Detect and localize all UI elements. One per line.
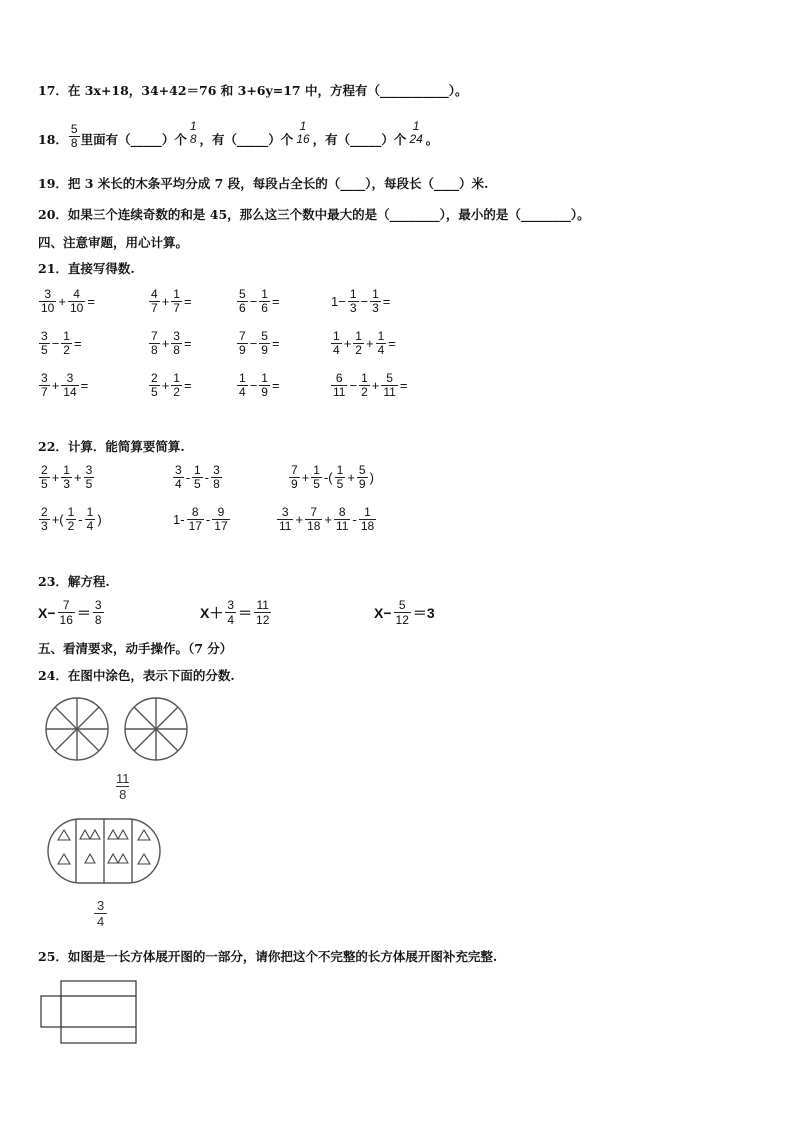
- question-21-title: 21．直接写得数.: [38, 261, 135, 276]
- denominator: 11: [333, 385, 346, 399]
- operator: +: [51, 378, 60, 393]
- equation-23-3: [374, 598, 435, 627]
- operator: +: [73, 470, 82, 485]
- fraction: [68, 288, 85, 315]
- denominator: 11: [279, 519, 292, 533]
- circle-eighths-left: [46, 698, 108, 760]
- label-eleven-eighths: $\frac{11}{8}$: [116, 771, 130, 802]
- operator: =: [80, 378, 89, 393]
- operator: -: [204, 470, 210, 485]
- operator: =: [271, 378, 280, 393]
- question-18-text-1: 里面有（_____）个: [80, 132, 187, 147]
- operator: +: [324, 512, 333, 527]
- denominator: 5: [41, 477, 48, 491]
- numerator: 3: [173, 329, 180, 343]
- numerator: 5: [358, 463, 366, 477]
- numerator: 4: [151, 287, 158, 301]
- numerator: 7: [151, 329, 158, 343]
- question-18-text-3: ，有（_____）个: [312, 132, 407, 147]
- fraction: [254, 598, 271, 627]
- question-18-text-2: ，有（_____）个: [199, 132, 294, 147]
- fraction: [331, 372, 347, 399]
- numerator: 1: [364, 505, 371, 519]
- denominator: 4: [86, 519, 94, 533]
- exercise-22-2-2: [172, 506, 231, 533]
- numerator: 7: [62, 598, 70, 612]
- fraction: [381, 372, 397, 399]
- circle-eighths-right: [125, 698, 187, 760]
- numerator: 3: [281, 505, 289, 519]
- operator: ＝: [238, 604, 253, 621]
- numerator: 7: [239, 329, 246, 343]
- numerator: 1: [63, 329, 70, 343]
- numerator: 1: [336, 463, 344, 477]
- numerator: 1: [355, 329, 362, 343]
- denominator: 7: [173, 301, 180, 315]
- operator: +: [161, 336, 170, 351]
- numerator: 5: [398, 598, 406, 612]
- fraction: [357, 464, 368, 491]
- operator: =: [183, 336, 192, 351]
- fraction: [334, 506, 350, 533]
- operator: +: [365, 336, 374, 351]
- numerator: 7: [310, 505, 318, 519]
- denominator: 2: [63, 343, 70, 357]
- fraction: [39, 288, 56, 315]
- exercise-21-1-2: [148, 288, 193, 315]
- denominator: 17: [214, 519, 228, 533]
- question-22-title: 22．计算．能简算要简算.: [38, 439, 185, 454]
- exercise-21-1-1: [38, 288, 96, 315]
- denominator: 2: [67, 519, 75, 533]
- denominator: 9: [261, 343, 268, 357]
- numerator: 2: [151, 371, 158, 385]
- denominator: 4: [333, 343, 340, 357]
- denominator: 12: [256, 613, 270, 627]
- denominator: 11: [336, 519, 349, 533]
- fraction: [173, 464, 184, 491]
- operator: +: [301, 470, 310, 485]
- operator: +: [161, 294, 170, 309]
- fraction: [171, 372, 182, 399]
- numerator: 9: [217, 505, 225, 519]
- operator: X−: [374, 604, 392, 621]
- numerator: 1: [261, 287, 268, 301]
- denominator: 5: [85, 477, 93, 491]
- stadium-triangles-figure: [44, 816, 164, 886]
- exercise-21-3-3: [236, 372, 281, 399]
- operator: =: [73, 336, 82, 351]
- label-three-quarters: $\frac{3}{4}$: [94, 898, 107, 929]
- question-17: 17．在 3x+18，34+42＝76 和 3+6y=17 中，方程有（___________）。: [38, 83, 468, 98]
- exercise-21-2-4: [330, 330, 397, 357]
- denominator: 5: [336, 477, 344, 491]
- numerator: 1: [194, 463, 201, 477]
- fraction: [259, 288, 270, 315]
- operator: −: [360, 294, 369, 309]
- denominator: 5: [41, 343, 48, 357]
- equation-23-1: [38, 598, 106, 627]
- numerator: 3: [85, 463, 93, 477]
- operator: =: [271, 294, 280, 309]
- fraction: [84, 464, 95, 491]
- fraction: [192, 464, 203, 491]
- fraction: [39, 372, 50, 399]
- operator: +: [371, 378, 380, 393]
- fraction: [66, 506, 77, 533]
- net-main-rectangle: [61, 981, 136, 1043]
- denominator: 8: [94, 613, 102, 627]
- operator: ): [97, 512, 102, 527]
- denominator: 16: [59, 613, 73, 627]
- denominator: 2: [173, 385, 180, 399]
- operator: +: [161, 378, 170, 393]
- operator: =: [183, 294, 192, 309]
- exercise-21-3-2: [148, 372, 193, 399]
- fraction: [376, 330, 387, 357]
- operator: 1-: [173, 512, 185, 527]
- numerator: 4: [73, 287, 80, 301]
- denominator: 4: [239, 385, 246, 399]
- denominator: 8: [151, 343, 158, 357]
- denominator: 5: [313, 477, 320, 491]
- numerator: 3: [41, 371, 48, 385]
- denominator: 6: [239, 301, 246, 315]
- net-side-rectangle: [41, 996, 61, 1027]
- operator: =: [382, 294, 391, 309]
- numerator: 8: [191, 505, 199, 519]
- question-20: 20．如果三个连续奇数的和是 45，那么这三个数中最大的是（________），最小的是（________）。: [38, 207, 590, 222]
- numerator: 1: [86, 505, 94, 519]
- operator: −: [249, 378, 258, 393]
- fraction: [370, 288, 381, 315]
- operator: −: [249, 336, 258, 351]
- operator: =: [87, 294, 95, 309]
- cuboid-net-figure: [38, 977, 142, 1047]
- exercise-21-2-1: [38, 330, 83, 357]
- fraction: [259, 372, 270, 399]
- numerator: 3: [44, 287, 52, 301]
- denominator: 18: [307, 519, 321, 533]
- numerator: 1: [313, 463, 320, 477]
- numerator: 7: [291, 463, 298, 477]
- fraction-five-eighths: $\frac{5}{8}$: [70, 122, 78, 150]
- question-18-text-4: 。: [425, 132, 439, 147]
- fraction: [61, 464, 72, 491]
- numerator: 2: [41, 463, 48, 477]
- fraction: [212, 506, 229, 533]
- operator: -: [78, 512, 83, 527]
- numerator: 3: [213, 463, 220, 477]
- denominator: 3: [349, 301, 357, 315]
- section-5-heading: 五、看清要求，动手操作。（7 分）: [38, 641, 233, 656]
- operator: +: [347, 470, 355, 485]
- fraction: [39, 330, 50, 357]
- numerator: 1: [333, 329, 340, 343]
- operator: 1−: [331, 294, 346, 309]
- section-4-heading: 四、注意审题，用心计算。: [38, 235, 189, 250]
- denominator: 2: [355, 343, 362, 357]
- fraction: [149, 372, 160, 399]
- operator: −: [349, 378, 358, 393]
- numerator: 1: [63, 463, 70, 477]
- fraction: [305, 506, 322, 533]
- numerator: 5: [386, 371, 393, 385]
- fraction: [58, 598, 75, 627]
- question-25-title: 25．如图是一长方体展开图的一部分，请你把这个不完整的长方体展开图补充完整.: [38, 949, 498, 964]
- operator: =: [399, 378, 408, 393]
- denominator: 3: [372, 301, 379, 315]
- fraction: [237, 372, 248, 399]
- operator: =: [271, 336, 280, 351]
- operator: +: [51, 470, 60, 485]
- fraction: [187, 506, 204, 533]
- denominator: 9: [291, 477, 298, 491]
- denominator: 14: [63, 385, 77, 399]
- denominator: 4: [377, 343, 385, 357]
- fraction: [93, 598, 104, 627]
- operator: −: [51, 336, 60, 351]
- numerator: 2: [41, 505, 48, 519]
- numerator: 11: [256, 598, 269, 612]
- fraction: [225, 598, 236, 627]
- fraction: [359, 506, 376, 533]
- operator: -: [205, 512, 211, 527]
- denominator: 11: [383, 385, 396, 399]
- operator: ＝3: [412, 604, 435, 621]
- exercise-21-3-1: [38, 372, 89, 399]
- numerator: 1: [261, 371, 268, 385]
- numerator: 5: [261, 329, 268, 343]
- numerator: 8: [338, 505, 346, 519]
- fraction: [171, 330, 182, 357]
- exercise-22-1-3: [288, 464, 375, 491]
- operator: +: [58, 294, 66, 309]
- operator: =: [183, 378, 192, 393]
- numerator: 1: [361, 371, 368, 385]
- question-24-title: 24．在图中涂色，表示下面的分数.: [38, 668, 235, 683]
- question-19: 19．把 3 米长的木条平均分成 7 段，每段占全长的（____），每段长（____）米.: [38, 176, 489, 191]
- numerator: 3: [175, 463, 182, 477]
- fraction-one-sixteenth: 1 16: [296, 119, 310, 146]
- question-23-title: 23．解方程.: [38, 574, 110, 589]
- numerator: 1: [349, 287, 357, 301]
- numerator: 1: [372, 287, 379, 301]
- numerator: 3: [41, 329, 48, 343]
- numerator: 5: [239, 287, 246, 301]
- fraction: [348, 288, 359, 315]
- denominator: 2: [361, 385, 368, 399]
- fraction: [335, 464, 346, 491]
- two-circles-figure: [40, 693, 200, 767]
- exercise-22-2-3: [276, 506, 377, 533]
- exercise-22-2-1: [38, 506, 103, 533]
- fraction: [277, 506, 293, 533]
- exercise-22-1-2: [172, 464, 223, 491]
- exercise-21-2-2: [148, 330, 193, 357]
- numerator: 1: [173, 371, 180, 385]
- denominator: 3: [63, 477, 70, 491]
- fraction-one-twentyfourth: 1 24: [409, 119, 423, 146]
- denominator: 9: [358, 477, 366, 491]
- denominator: 5: [194, 477, 201, 491]
- fraction: [85, 506, 96, 533]
- fraction: [237, 330, 248, 357]
- fraction-one-eighth: 1 8: [189, 119, 197, 146]
- exercise-21-2-3: [236, 330, 281, 357]
- denominator: 12: [395, 613, 409, 627]
- denominator: 18: [360, 519, 375, 533]
- fraction: [61, 330, 72, 357]
- denominator: 10: [41, 301, 55, 315]
- fraction: [353, 330, 364, 357]
- numerator: 1: [239, 371, 246, 385]
- fraction: [149, 330, 160, 357]
- fraction: [259, 330, 270, 357]
- fraction: [39, 506, 50, 533]
- exercise-21-3-4: [330, 372, 408, 399]
- numerator: 1: [173, 287, 180, 301]
- operator: +(: [51, 512, 64, 527]
- denominator: 9: [239, 343, 246, 357]
- operator: =: [388, 336, 396, 351]
- exercise-22-1-1: [38, 464, 95, 491]
- denominator: 7: [151, 301, 158, 315]
- numerator: 1: [377, 329, 385, 343]
- fraction: [394, 598, 411, 627]
- denominator: 5: [151, 385, 158, 399]
- numerator: 3: [227, 598, 235, 612]
- operator: -: [352, 512, 357, 527]
- denominator: 7: [41, 385, 48, 399]
- fraction: [39, 464, 50, 491]
- exercise-21-1-4: [330, 288, 391, 315]
- denominator: 4: [175, 477, 182, 491]
- denominator: 9: [261, 385, 268, 399]
- operator: +: [343, 336, 352, 351]
- fraction: [289, 464, 300, 491]
- denominator: 8: [213, 477, 220, 491]
- operator: X＋: [200, 604, 224, 621]
- operator: X−: [38, 604, 56, 621]
- denominator: 10: [69, 301, 84, 315]
- equation-23-2: [200, 598, 273, 627]
- numerator: 3: [66, 371, 74, 385]
- operator: −: [249, 294, 258, 309]
- denominator: 3: [41, 519, 48, 533]
- fraction: [171, 288, 182, 315]
- denominator: 17: [188, 519, 202, 533]
- fraction: [331, 330, 342, 357]
- denominator: 8: [173, 343, 180, 357]
- numerator: 1: [67, 505, 75, 519]
- numerator: 6: [335, 371, 343, 385]
- fraction: [211, 464, 222, 491]
- fraction: [359, 372, 370, 399]
- exercise-21-1-3: [236, 288, 281, 315]
- fraction: [311, 464, 322, 491]
- operator: ＝: [76, 604, 91, 621]
- denominator: 4: [227, 613, 235, 627]
- operator: -(: [323, 470, 333, 485]
- operator: +: [295, 512, 304, 527]
- numerator: 3: [94, 598, 102, 612]
- operator: ): [369, 470, 374, 485]
- fraction: [237, 288, 248, 315]
- fraction: [149, 288, 160, 315]
- question-18-number: 18．: [38, 132, 68, 147]
- operator: -: [185, 470, 191, 485]
- denominator: 6: [261, 301, 268, 315]
- fraction: [61, 372, 78, 399]
- question-18: [38, 120, 438, 148]
